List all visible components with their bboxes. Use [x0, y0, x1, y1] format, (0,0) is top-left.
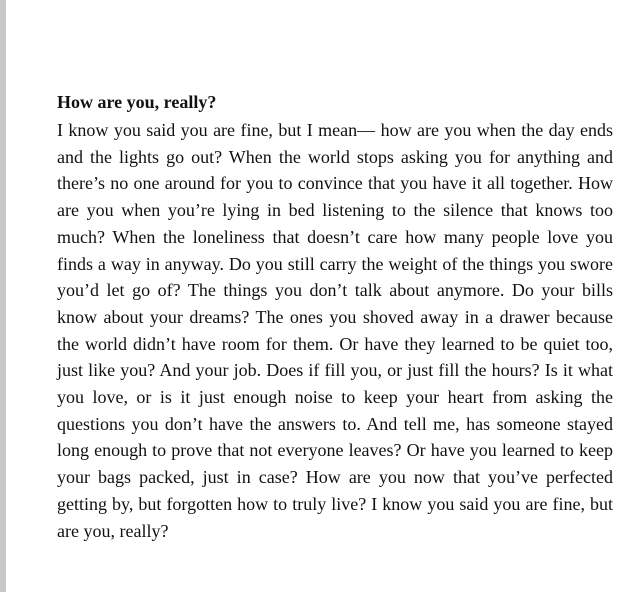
- document-body: I know you said you are fine, but I mean— how are you when the day ends and the lights go out? When the world stops asking you for anything and there’s no one around for you to convince that you have it all together. How are you when you’re lying in bed listening to the silence that knows too much? When the loneliness that doesn’t care how many people love you finds a way in anyway. Do you still carry the weight of the things you swore you’d let go of? The things you don’t talk about anymore. Do your bills know about your dreams? The ones you shoved away in a drawer because the world didn’t have room for them. Or have they learned to be quiet too, just like you? And your job. Does if fill you, or just fill the hours? Is it what you love, or is it just enough noise to keep your heart from asking the questions you don’t have the answers to. And tell me, has someone stayed long enough to prove that not everyone leaves? Or have you learned to keep your bags packed, just in case? How are you now that you’ve perfected getting by, but forgotten how to truly live? I know you said you are fine, but are you, really?: [57, 120, 613, 541]
- document-content: [57, 90, 613, 544]
- document-title: How are you, really?: [57, 92, 217, 112]
- page-edge-shadow: [0, 0, 6, 592]
